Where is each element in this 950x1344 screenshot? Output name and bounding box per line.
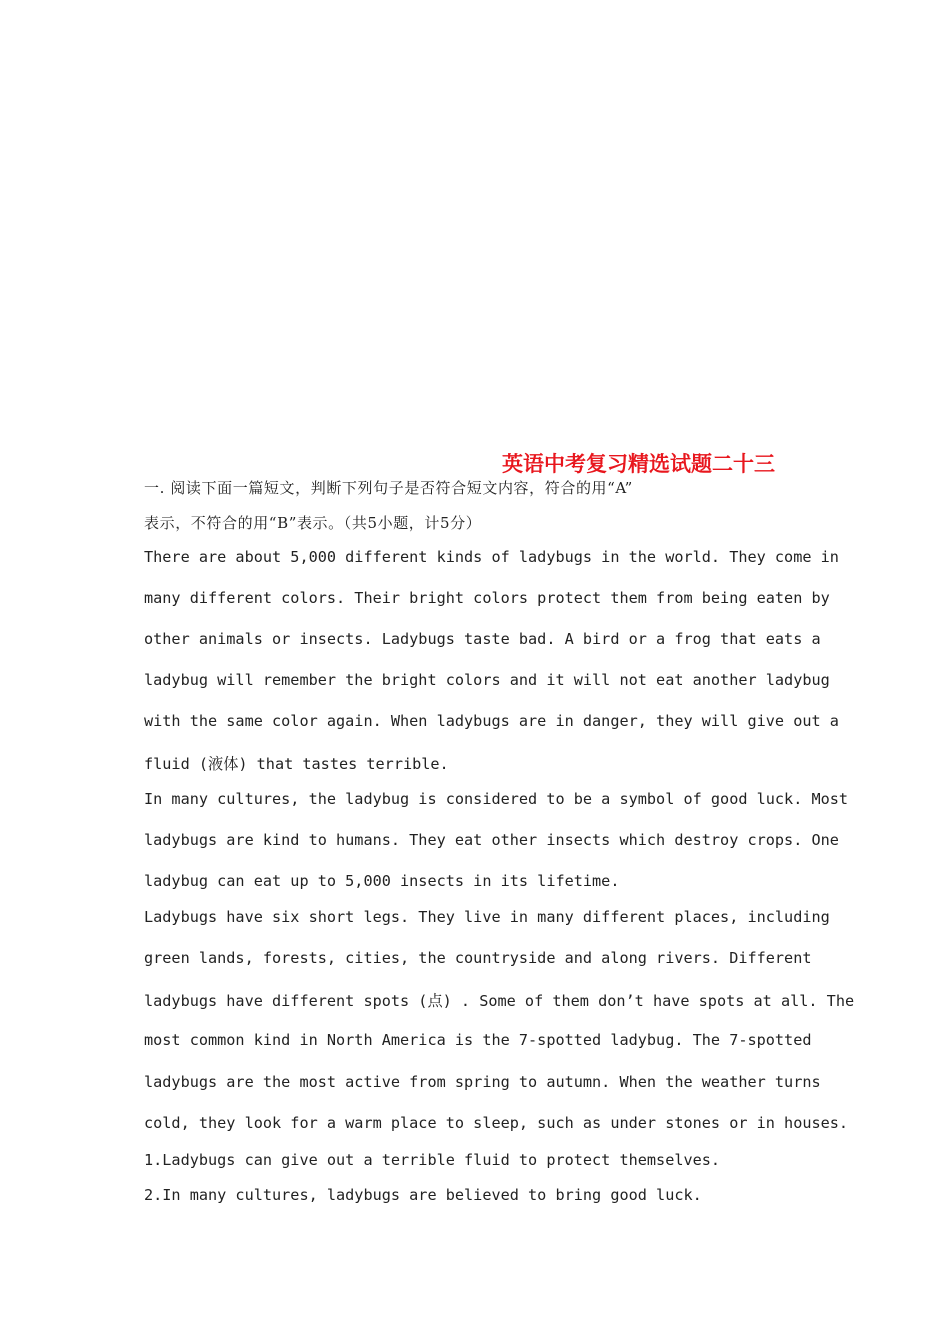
passage-line: ladybugs are kind to humans. They eat other insects which destroy crops. One [144,831,839,849]
passage-line: Ladybugs have six short legs. They live in many different places, including [144,908,830,926]
document-title: 英语中考复习精选试题二十三 [502,451,775,476]
passage-line: most common kind in North America is the 7-spotted ladybug. The 7-spotted [144,1031,812,1049]
passage-line: ladybug can eat up to 5,000 insects in its lifetime. [144,872,620,890]
passage-line: with the same color again. When ladybugs are in danger, they will give out a [144,712,839,730]
passage-line: green lands, forests, cities, the countryside and along rivers. Different [144,949,812,967]
passage-line: other animals or insects. Ladybugs taste bad. A bird or a frog that eats a [144,630,821,648]
passage-line: cold, they look for a warm place to sleep, such as under stones or in houses. [144,1114,849,1132]
instruction-line-2: 表示，不符合的用“B”表示。（共5小题，计5分） [144,514,482,532]
passage-line: There are about 5,000 different kinds of ladybugs in the world. They come in [144,548,839,566]
passage-line: In many cultures, the ladybug is considered to be a symbol of good luck. Most [144,790,849,808]
passage-line: many different colors. Their bright colors protect them from being eaten by [144,589,830,607]
passage-line: ladybugs are the most active from spring to autumn. When the weather turns [144,1073,821,1091]
instruction-line-1: 一. 阅读下面一篇短文，判断下列句子是否符合短文内容，符合的用“A” [144,479,633,497]
passage-line: ladybugs have different spots (点) . Some of them don’t have spots at all. The [144,992,855,1010]
passage-line: fluid (液体) that tastes terrible. [144,755,449,773]
passage-line: ladybug will remember the bright colors and it will not eat another ladybug [144,671,830,689]
question-item: 1.Ladybugs can give out a terrible fluid to protect themselves. [144,1151,721,1169]
question-item: 2.In many cultures, ladybugs are believed to bring good luck. [144,1186,702,1204]
